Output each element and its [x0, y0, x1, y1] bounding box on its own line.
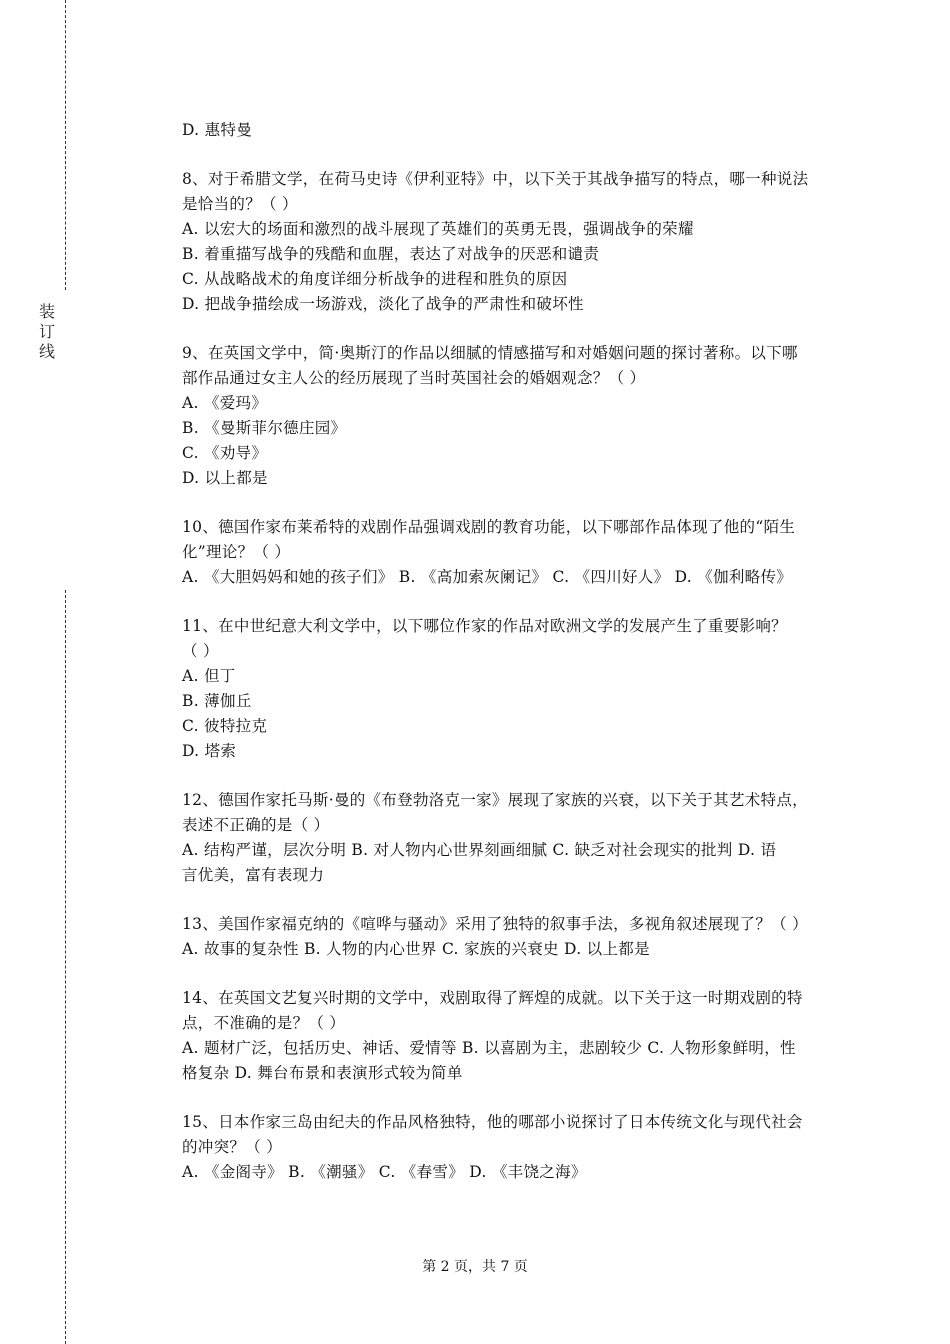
question-line: A. 但丁	[182, 667, 236, 685]
binding-char: 线	[38, 342, 55, 361]
question-line: A. 《爱玛》	[182, 394, 268, 412]
question-line: A. 以宏大的场面和激烈的战斗展现了英雄们的英勇无畏，强调战争的荣耀	[182, 220, 694, 238]
question-line: D. 把战争描绘成一场游戏，淡化了战争的严肃性和破坏性	[182, 295, 584, 313]
question-line: 9、在英国文学中，简·奥斯汀的作品以细腻的情感描写和对婚姻问题的探讨著称。以下哪	[182, 344, 798, 362]
question-block	[182, 912, 842, 962]
question-block	[182, 515, 842, 590]
question-line: 10、德国作家布莱希特的戏剧作品强调戏剧的教育功能，以下哪部作品体现了他的“陌生	[182, 518, 796, 536]
question-line: 13、美国作家福克纳的《喧哗与骚动》采用了独特的叙事手法，多视角叙述展现了？（ ）	[182, 915, 808, 933]
question-line: A. 故事的复杂性 B. 人物的内心世界 C. 家族的兴衰史 D. 以上都是	[182, 940, 650, 958]
question-line: 12、德国作家托马斯·曼的《布登勃洛克一家》展现了家族的兴衰，以下关于其艺术特点，	[182, 791, 808, 809]
question-line: 11、在中世纪意大利文学中，以下哪位作家的作品对欧洲文学的发展产生了重要影响？	[182, 617, 787, 635]
binding-label	[36, 302, 58, 362]
binding-char: 订	[38, 322, 55, 341]
binding-line-top	[65, 0, 66, 290]
question-line: 表述不正确的是（ ）	[182, 816, 330, 834]
question-line: 格复杂 D. 舞台布景和表演形式较为简单	[182, 1064, 463, 1082]
question-block	[182, 986, 842, 1086]
question-block	[182, 118, 842, 143]
question-line: 化”理论？（ ）	[182, 543, 291, 561]
question-line: B. 着重描写战争的残酷和血腥，表达了对战争的厌恶和谴责	[182, 245, 600, 263]
question-block	[182, 341, 842, 491]
question-line: C. 彼特拉克	[182, 717, 268, 735]
question-block	[182, 1110, 842, 1185]
question-line: A. 《金阁寺》 B. 《潮骚》 C. 《春雪》 D. 《丰饶之海》	[182, 1163, 587, 1181]
question-line: A. 《大胆妈妈和她的孩子们》 B. 《高加索灰阑记》 C. 《四川好人》 D. 《伽利略传》	[182, 568, 793, 586]
question-line: B. 《曼斯菲尔德庄园》	[182, 419, 347, 437]
question-block	[182, 788, 842, 888]
question-line: D. 塔索	[182, 742, 237, 760]
question-line: 言优美，富有表现力	[182, 866, 325, 884]
question-line: 的冲突？（ ）	[182, 1138, 283, 1156]
question-line: C. 从战略战术的角度详细分析战争的进程和胜负的原因	[182, 270, 568, 288]
question-line: D. 惠特曼	[182, 121, 253, 139]
question-list	[182, 118, 842, 1185]
question-line: 点，不准确的是？（ ）	[182, 1014, 346, 1032]
question-line: A. 结构严谨，层次分明 B. 对人物内心世界刻画细腻 C. 缺乏对社会现实的批判 D. 语	[182, 841, 777, 859]
question-line: B. 薄伽丘	[182, 692, 252, 710]
binding-line-bottom	[65, 590, 66, 1344]
page-footer: 第 2 页，共 7 页	[422, 1259, 528, 1275]
binding-char: 装	[38, 302, 55, 321]
question-line: 8、对于希腊文学，在荷马史诗《伊利亚特》中，以下关于其战争描写的特点，哪一种说法	[182, 170, 809, 188]
question-line: （ ）	[182, 642, 219, 660]
question-block	[182, 167, 842, 317]
question-line: 部作品通过女主人公的经历展现了当时英国社会的婚姻观念？（ ）	[182, 369, 646, 387]
question-line: 是恰当的？（ ）	[182, 195, 298, 213]
question-line: C. 《劝导》	[182, 444, 268, 462]
question-line: D. 以上都是	[182, 469, 268, 487]
question-line: 15、日本作家三岛由纪夫的作品风格独特，他的哪部小说探讨了日本传统文化与现代社会	[182, 1113, 803, 1131]
question-line: A. 题材广泛，包括历史、神话、爱情等 B. 以喜剧为主，悲剧较少 C. 人物形象鲜明，性	[182, 1039, 796, 1057]
question-block	[182, 614, 842, 764]
question-line: 14、在英国文艺复兴时期的文学中，戏剧取得了辉煌的成就。以下关于这一时期戏剧的特	[182, 989, 803, 1007]
